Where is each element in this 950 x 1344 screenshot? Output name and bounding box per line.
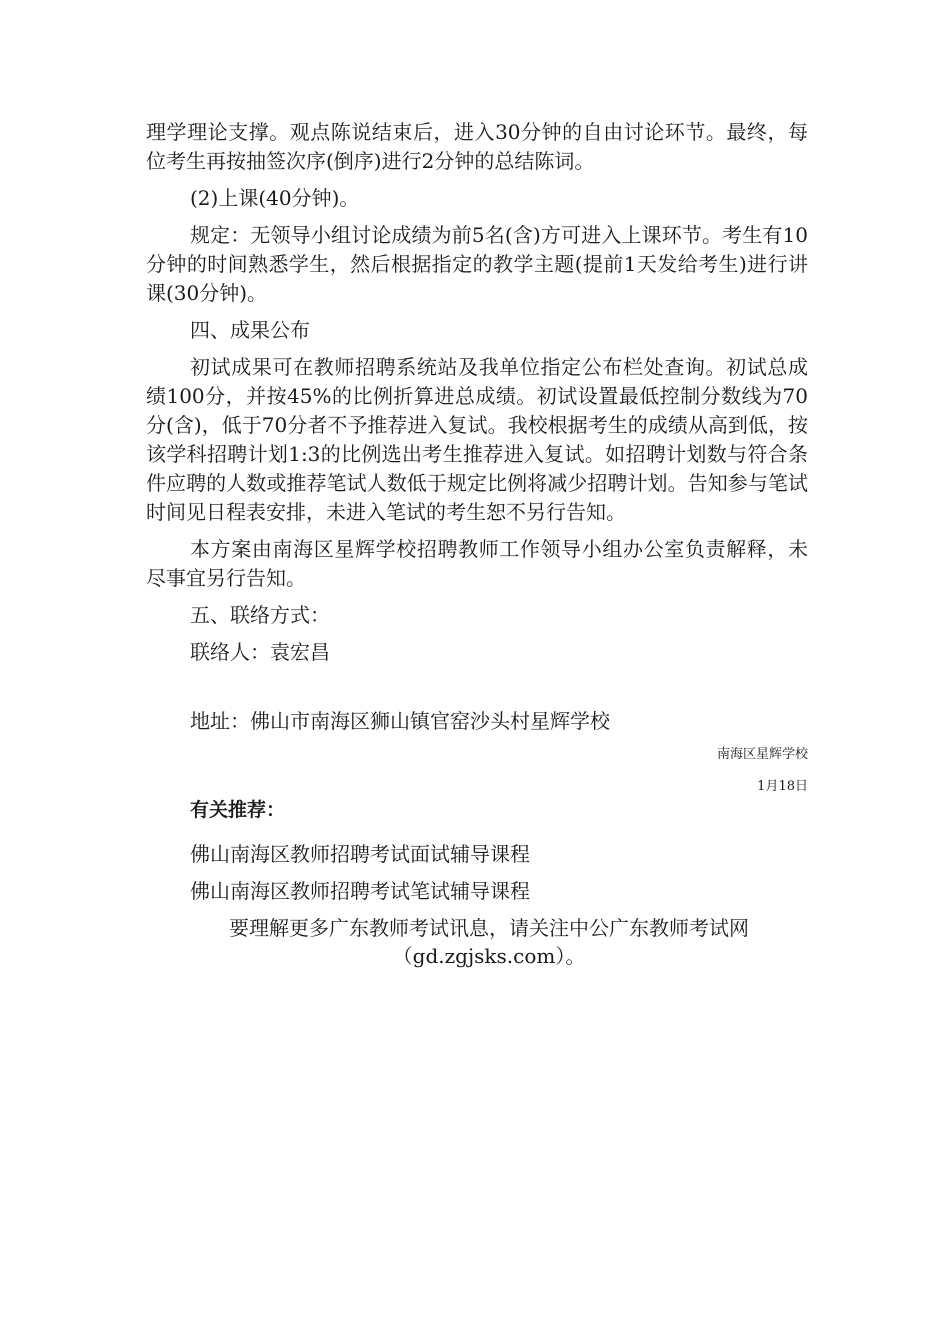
paragraph-discussion-end: 理学理论支撑。观点陈说结束后，进入30分钟的自由讨论环节。最终，每位考生再按抽签次序(倒序)进行2分钟的总结陈词。 — [146, 120, 808, 173]
recommend-link-interview[interactable]: 佛山南海区教师招聘考试面试辅导课程 — [190, 842, 530, 866]
recommend-link-written[interactable]: 佛山南海区教师招聘考试笔试辅导课程 — [190, 879, 530, 903]
signature-organization: 南海区星辉学校 — [716, 747, 808, 762]
document-page — [146, 118, 808, 970]
recommend-title: 有关推荐： — [190, 799, 286, 821]
footer-line-2: （gd.zgjsks.com）。 — [392, 944, 586, 968]
section-heading-contact: 五、联络方式： — [190, 603, 330, 627]
contact-person: 联络人：袁宏昌 — [190, 640, 330, 664]
footer-line-1: 要理解更多广东教师考试讯息，请关注中公广东教师考试网 — [229, 916, 749, 940]
contact-address: 地址：佛山市南海区狮山镇官窑沙头村星辉学校 — [190, 709, 610, 733]
paragraph-results: 初试成果可在教师招聘系统站及我单位指定公布栏处查询。初试总成绩100分，并按45%的比例折算进总成绩。初试设置最低控制分数线为70分(含)，低于70分者不予推荐进入复试。我校根据考生的成绩从高到低，按该学科招聘计划1:3的比例选出考生推荐进入复试。如招聘计划数与符合条件应聘的人数或推荐笔试人数低于规定比例将减少招聘计划。告知参与笔试时间见日程表安排，未进入笔试的考生恕不另行告知。 — [146, 355, 808, 524]
paragraph-lesson-rules: 规定：无领导小组讨论成绩为前5名(含)方可进入上课环节。考生有10分钟的时间熟悉学生，然后根据指定的教学主题(提前1天发给考生)进行讲课(30分钟)。 — [146, 223, 808, 305]
paragraph-interpretation: 本方案由南海区星辉学校招聘教师工作领导小组办公室负责解释，未尽事宜另行告知。 — [146, 537, 808, 590]
signature-date: 1月18日 — [757, 779, 808, 794]
paragraph-lesson-heading: (2)上课(40分钟)。 — [190, 186, 360, 210]
section-heading-results: 四、成果公布 — [190, 318, 310, 342]
